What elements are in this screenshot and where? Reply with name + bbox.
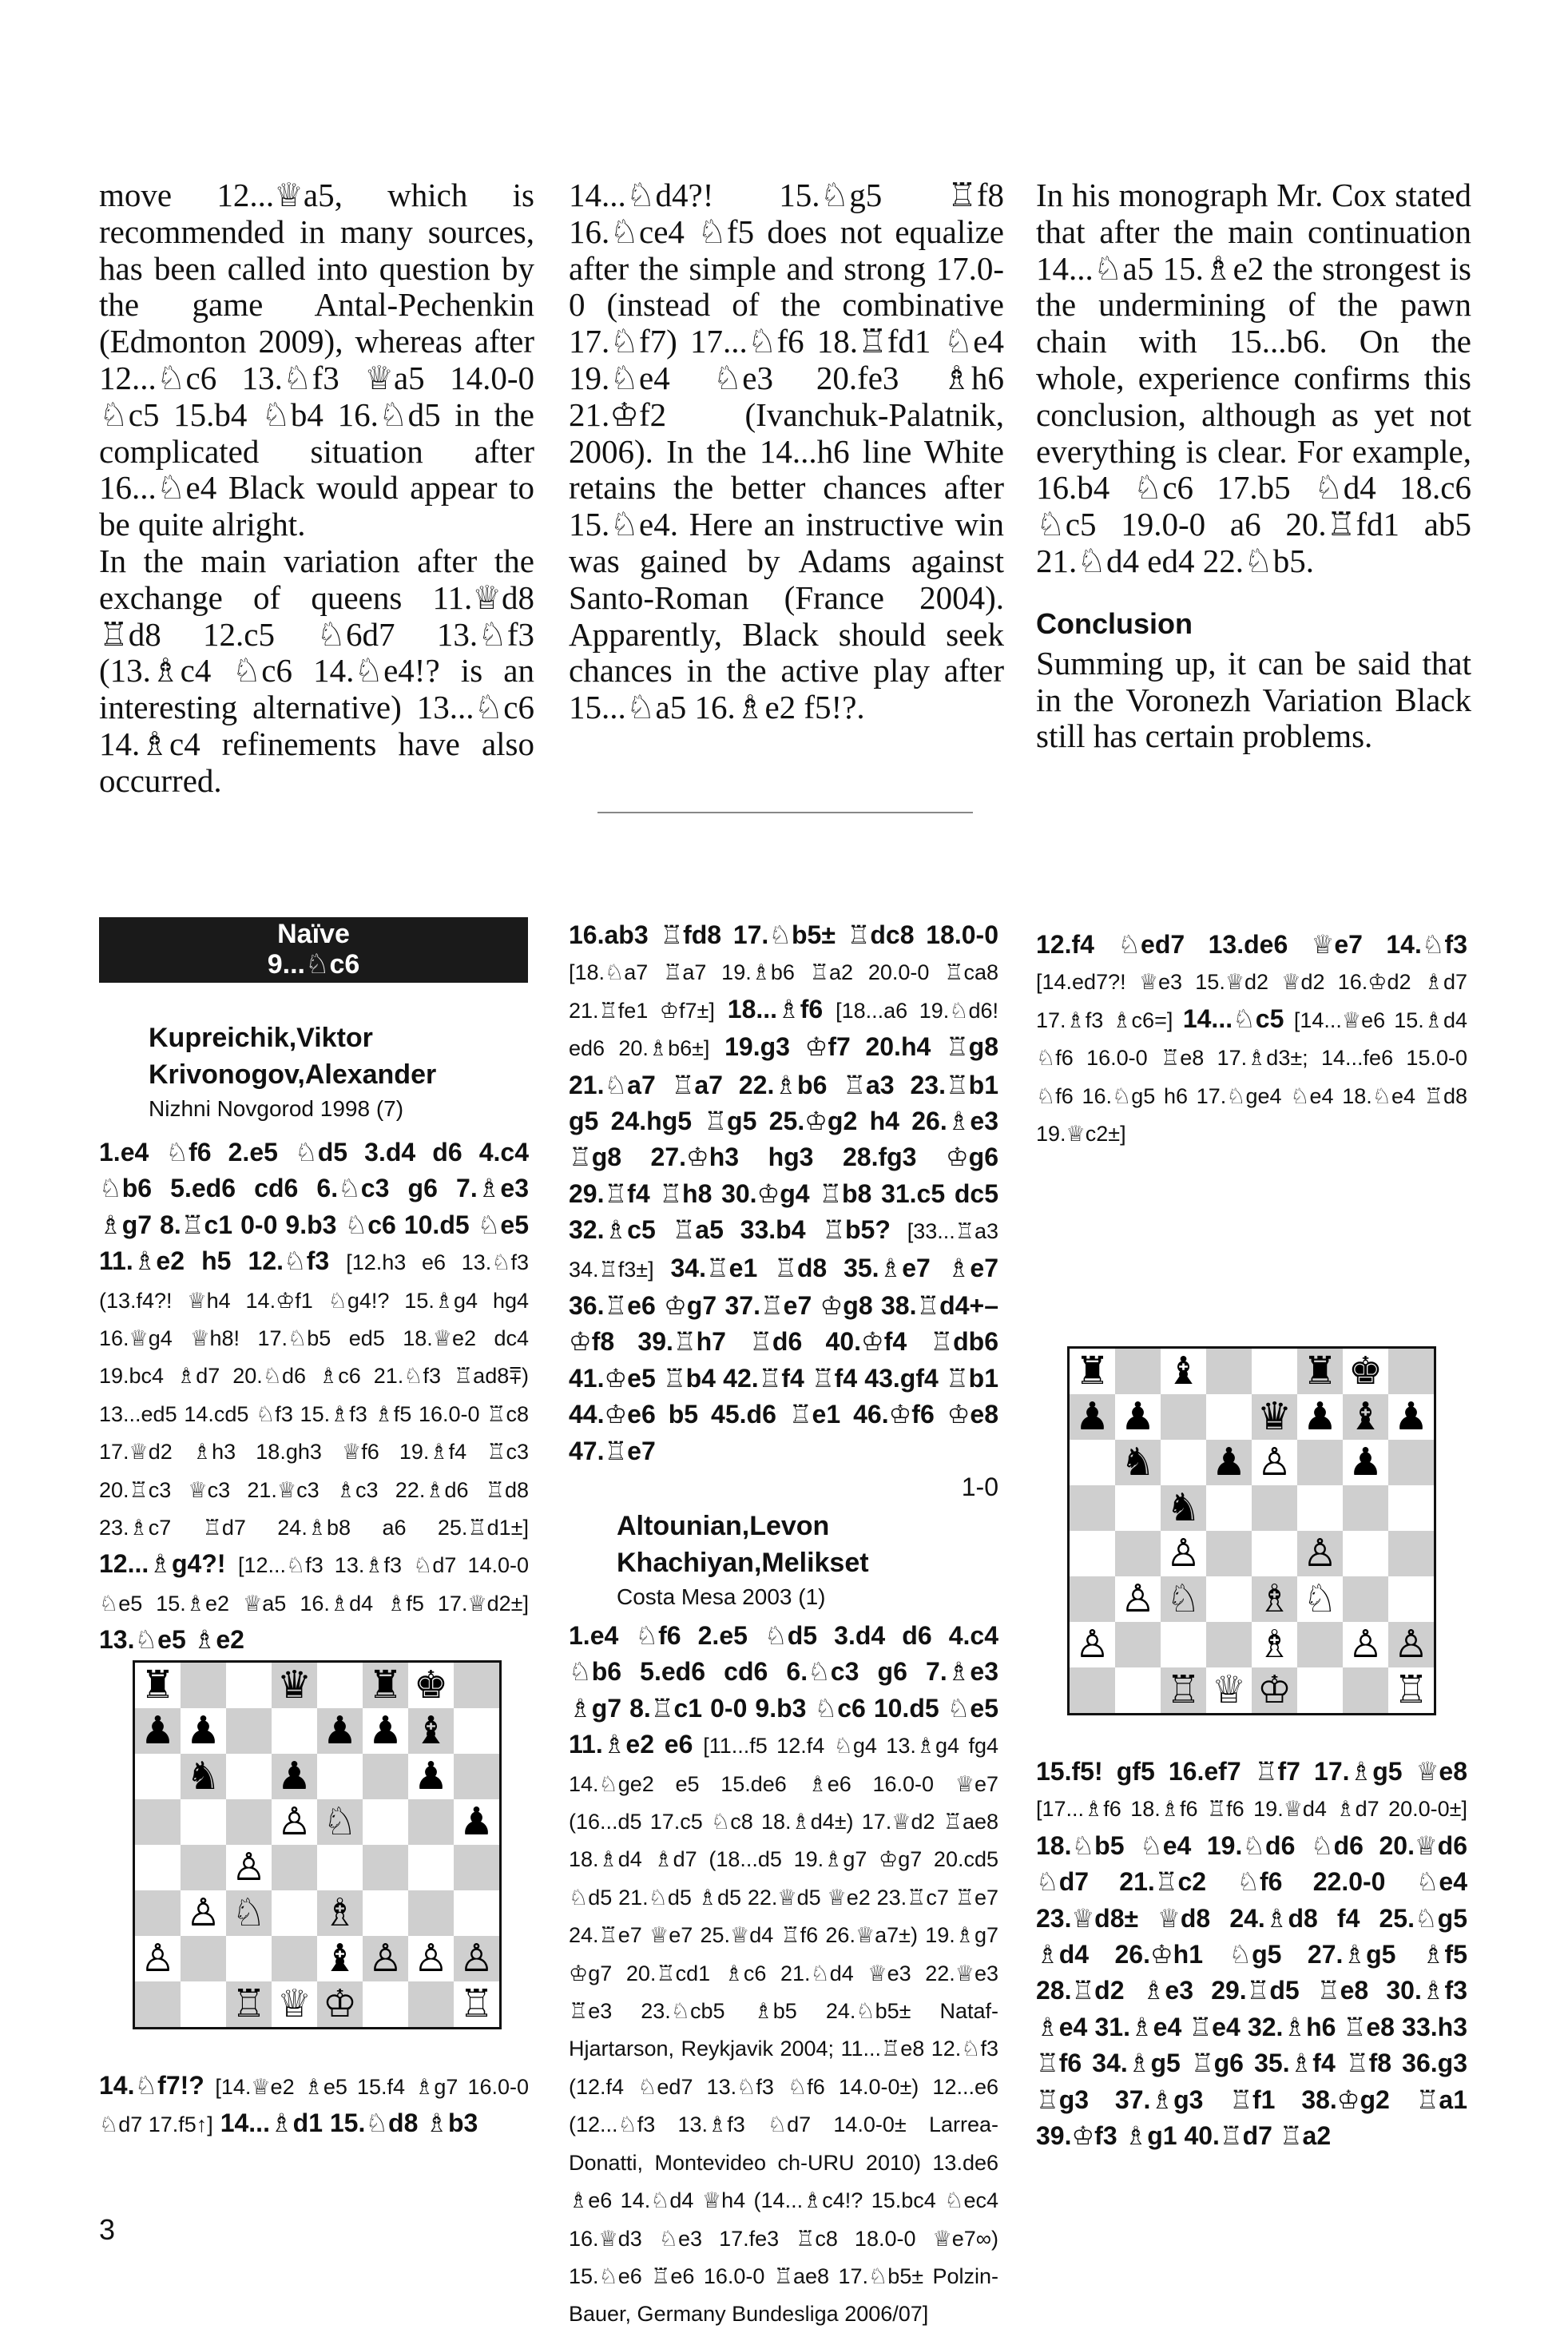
chess-piece-icon: ♟ (1393, 1394, 1429, 1439)
board-square (1388, 1531, 1434, 1576)
moves-paragraph (569, 1618, 998, 2333)
board-square (1070, 1667, 1115, 1713)
board-square (1161, 1622, 1206, 1667)
game-1-moves-a (99, 1135, 529, 1659)
chess-piece-icon: ♙ (140, 1936, 176, 1981)
chess-piece-icon: ♙ (1256, 1440, 1292, 1484)
chess-piece-icon: ♘ (1165, 1576, 1201, 1621)
board-square (226, 1936, 272, 1981)
game-2-moves-a (569, 1618, 998, 2333)
board-square (1297, 1485, 1343, 1531)
chess-piece-icon: ♙ (1348, 1622, 1383, 1667)
chess-piece-icon: ♙ (1074, 1622, 1110, 1667)
board-square (1343, 1576, 1388, 1622)
board-square (1115, 1667, 1161, 1713)
chess-piece-icon: ♛ (276, 1663, 312, 1707)
chess-piece-icon: ♟ (185, 1708, 221, 1753)
board-square (317, 1663, 363, 1708)
chess-piece-icon: ♖ (1165, 1667, 1201, 1712)
chess-piece-icon: ♟ (458, 1799, 494, 1844)
chess-piece-icon: ♜ (140, 1663, 176, 1707)
main-moves: 12...♗g4?! (99, 1549, 226, 1579)
game-1-moves-c (569, 917, 998, 1506)
paragraph: In the main variation after the exchange of queens 11.♕d8 ♖d8 12.c5 ♘6d7 13.♘f3 (13.♗c4 ♘c6 14.♘e4!? is an interesting alternative) 13...♘c6 14.♗c4 refinements have also occurred. (99, 542, 534, 799)
board-square (1070, 1440, 1115, 1485)
annotation: [12...♘f3 13.♗f3 ♘d7 14.0-0 ♘e5 15.♗e2 ♕a5 16.♗d4 ♗f5 17.♕d2±] (99, 1553, 529, 1616)
main-moves: 15.f5! gf5 16.ef7 ♖f7 17.♗g5 ♕e8 (1036, 1757, 1467, 1786)
board-square (181, 1799, 226, 1845)
board-square (1115, 1349, 1161, 1394)
chess-piece-icon: ♘ (1302, 1576, 1338, 1621)
main-moves: 14...♘c5 (1182, 1004, 1284, 1033)
black-player: Krivonogov,Alexander (149, 1059, 437, 1090)
board-square (1070, 1485, 1115, 1531)
chess-piece-icon: ♟ (1211, 1440, 1247, 1484)
board-square (135, 1981, 181, 2027)
conclusion-heading: Conclusion (1036, 606, 1193, 640)
board-square (1252, 1485, 1297, 1531)
chess-piece-icon: ♗ (1256, 1576, 1292, 1621)
main-moves: 1.e4 ♘f6 2.e5 ♘d5 3.d4 d6 4.c4 ♘b6 5.ed6 cd6 6.♘c3 g6 7.♗e3 ♗g7 8.♖c1 0-0 9.b3 ♘c6 10.d5 ♘e5 11.♗e2 e6 (569, 1621, 998, 1759)
chess-piece-icon: ♖ (458, 1981, 494, 2026)
chess-piece-icon: ♘ (231, 1890, 267, 1935)
board-square (1115, 1622, 1161, 1667)
chess-piece-icon: ♙ (1120, 1576, 1156, 1621)
board-square (454, 1663, 499, 1708)
moves-paragraph (1036, 1754, 1467, 2154)
chess-diagram-2 (1067, 1346, 1436, 1715)
section-title: Naïve (277, 919, 350, 949)
board-square (363, 1799, 408, 1845)
column-3-text (1036, 177, 1471, 755)
board-square (1206, 1531, 1252, 1576)
chess-piece-icon: ♜ (1074, 1349, 1110, 1393)
moves-paragraph (99, 1135, 529, 1659)
column-2-text (569, 177, 1004, 726)
chess-piece-icon: ♙ (231, 1845, 267, 1890)
annotation: [11...f5 12.f4 ♘g4 13.♗g4 fg4 14.♘ge2 e5 15.de6 ♗e6 16.0-0 ♕e7 (16...d5 17.c5 ♘c8 18.♗d4±) 17.♕d2 ♖ae8 18.♗d4 ♗d7 (18...d5 19.♗g7 ♔g7 20.cd5 ♘d5 21.♘d5 ♗d5 22.♕d5 ♕e2 23.♖c7 ♖e7 24.♖e7 ♕e7 25.♕d4 ♖f6 26.♕a7±) 19.♗g7 ♔g7 20.♖cd1 ♗c6 21.♘d4 ♕e3 22.♕e3 ♖e3 23.♘cb5 ♗b5 24.♘b5± Nataf-Hjartarson, Reykjavik 2004; 11...♖e8 12.♘f3 (12.f4 ♘ed7 13.♘f3 ♘f6 14.0-0±) 12...e6 (12...♘f3 13.♗f3 ♘d7 14.0-0± Larrea-Donatti, Montevideo ch-URU 2010) 13.de6 ♗e6 14.♘d4 ♕h4 (14...♗c4!? 15.bc4 ♘ec4 16.♕d3 ♘e3 17.fe3 ♖c8 18.0-0 ♕e7∞) 15.♘e6 ♖e6 16.0-0 ♖ae8 17.♘b5± Polzin-Bauer, Germany Bundesliga 2006/07] (569, 1734, 999, 2327)
board-square (135, 1799, 181, 1845)
board-square (317, 1754, 363, 1799)
main-moves: 16.ab3 ♖fd8 17.♘b5± ♖dc8 18.0-0 (569, 920, 998, 949)
board-square (363, 1845, 408, 1890)
chess-piece-icon: ♗ (1256, 1622, 1292, 1667)
chess-piece-icon: ♜ (1302, 1349, 1338, 1393)
page-number: 3 (99, 2213, 116, 2246)
board-square (272, 1936, 317, 1981)
main-moves: 19.g3 ♔f7 20.h4 ♖g8 21.♘a7 ♖a7 22.♗b6 ♖a3 23.♖b1 g5 24.hg5 ♖g5 25.♔g2 h4 26.♗e3 ♖g8 27.♔h3 hg3 28.fg3 ♔g6 29.♖f4 ♖h8 30.♔g4 ♖b8 31.c5 dc5 32.♗c5 ♖a5 33.b4 ♖b5? (569, 1032, 999, 1245)
board-square (1343, 1667, 1388, 1713)
paragraph: 14...♘d4?! 15.♘g5 ♖f8 16.♘ce4 ♘f5 does not equalize after the simple and strong 17.0-0 (instead of the combinative 17.♘f7) 17...♘f6 18.♖fd1 ♘e4 19.♘e4 ♘e3 20.fe3 ♗h6 21.♔f2 (Ivanchuk-Palatnik, 2006). In the 14...h6 line White retains the better chances after 15.♘e4. Here an instructive win was gained by Adams against Santo-Roman (France 2004). Apparently, Black should seek chances in the active play after 15...♘a5 16.♗e2 f5!?. (569, 177, 1004, 726)
board-square (272, 1708, 317, 1754)
paragraph: move 12...♕a5, which is recommended in many sources, has been called into question by the game Antal-Pechenkin (Edmonton 2009), whereas after 12...♘c6 13.♘f3 ♕a5 14.0-0 ♘c5 15.b4 ♘b4 16.♘d5 in the complicated situation after 16...♘e4 Black would appear to be quite alright. (99, 177, 534, 543)
annotation: [33...♖a3 34.♖f3±] (569, 1219, 999, 1282)
board-square (272, 1890, 317, 1936)
board-square (363, 1754, 408, 1799)
main-moves: 13.♘e5 ♗e2 (99, 1625, 244, 1655)
board-square (1297, 1667, 1343, 1713)
board-square (135, 1890, 181, 1936)
board-square (1070, 1531, 1115, 1576)
game-result: 1-0 (961, 1473, 998, 1502)
board-square (1115, 1531, 1161, 1576)
chess-piece-icon: ♙ (1393, 1622, 1429, 1667)
annotation: [12.h3 e6 13.♘f3 (13.f4?! ♕h4 14.♔f1 ♘g4!? 15.♗g4 hg4 16.♕g4 ♕h8! 17.♘b5 ed5 18.♕e2 dc4 19.bc4 ♗d7 20.♘d6 ♗c6 21.♘f3 ♖ad8⩱) 13...ed5 14.cd5 ♘f3 15.♗f3 ♗f5 16.0-0 ♖c8 17.♕d2 ♗h3 18.gh3 ♕f6 19.♗f4 ♖c3 20.♖c3 ♕c3 21.♕c3 ♗c3 22.♗d6 ♖d8 23.♗c7 ♖d7 24.♗b8 a6 25.♖d1±] (99, 1250, 530, 1540)
chess-piece-icon: ♖ (231, 1981, 267, 2026)
game-2-header (617, 1508, 869, 1613)
main-moves: 18...♗f6 (727, 994, 824, 1023)
section-banner (99, 917, 528, 983)
board-square (272, 1845, 317, 1890)
annotation: [14.ed7?! ♕e3 15.♕d2 ♕d2 16.♔d2 ♗d7 17.♗f3 ♗c6=] (1036, 970, 1467, 1032)
chess-piece-icon: ♝ (1348, 1394, 1383, 1439)
board-square (226, 1754, 272, 1799)
board-square (408, 1799, 454, 1845)
chess-piece-icon: ♔ (1256, 1667, 1292, 1712)
annotation: [14.♕e2 ♗e5 15.f4 ♗g7 16.0-0 ♘d7 17.f5↑] (99, 2075, 529, 2137)
game-1-moves-b (99, 2068, 529, 2144)
board-square (454, 1845, 499, 1890)
annotation: [18...a6 19.♘d6! ed6 20.♗b6±] (569, 998, 998, 1061)
chess-piece-icon: ♗ (322, 1890, 358, 1935)
board-square (1206, 1485, 1252, 1531)
board-square (135, 1754, 181, 1799)
main-moves: 18.♘b5 ♘e4 19.♘d6 ♘d6 20.♕d6 ♘d7 21.♖c2 ♘f6 22.0-0 ♘e4 23.♕d8± ♕d8 24.♗d8 f4 25.♘g5 ♗d4 26.♔h1 ♘g5 27.♗g5 ♗f5 28.♖d2 ♗e3 29.♖d5 ♖e8 30.♗f3 ♗e4 31.♗e4 ♖e4 32.♗h6 ♖e8 33.h3 ♖f6 34.♗g5 ♖g6 35.♗f4 ♖f8 36.g3 ♖g3 37.♗g3 ♖f1 38.♔g2 ♖a1 39.♔f3 ♗g1 40.♖d7 ♖a2 (1036, 1830, 1467, 2151)
board-square (317, 1845, 363, 1890)
chess-piece-icon: ♞ (185, 1754, 221, 1798)
chess-piece-icon: ♞ (1120, 1440, 1156, 1484)
chess-piece-icon: ♟ (1074, 1394, 1110, 1439)
game-2-moves-b (1036, 927, 1467, 1152)
main-moves: 14.♘f7!? (99, 2071, 204, 2100)
board-square (1206, 1394, 1252, 1440)
chess-piece-icon: ♟ (1302, 1394, 1338, 1439)
chess-piece-icon: ♜ (367, 1663, 403, 1707)
chess-piece-icon: ♝ (322, 1936, 358, 1981)
game-2-moves-c (1036, 1754, 1467, 2154)
chess-piece-icon: ♟ (1348, 1440, 1383, 1484)
event: Nizhni Novgorod 1998 (7) (149, 1096, 404, 1121)
chess-piece-icon: ♘ (322, 1799, 358, 1844)
chess-piece-icon: ♕ (1211, 1667, 1247, 1712)
section-divider (597, 812, 973, 813)
board-square (1206, 1622, 1252, 1667)
chess-piece-icon: ♚ (1348, 1349, 1383, 1393)
board-square (181, 1981, 226, 2027)
chess-diagram-1 (133, 1660, 502, 2029)
board-square (1343, 1531, 1388, 1576)
annotation: [18.♘a7 ♖a7 19.♗b6 ♖a2 20.0-0 ♖ca8 21.♖fe1 ♔f7±] (569, 960, 998, 1023)
chess-piece-icon: ♛ (1256, 1394, 1292, 1439)
chess-piece-icon: ♔ (322, 1981, 358, 2026)
board-square (363, 1890, 408, 1936)
board-square (181, 1845, 226, 1890)
chess-piece-icon: ♙ (276, 1799, 312, 1844)
board-square (226, 1708, 272, 1754)
board-square (1070, 1576, 1115, 1622)
chess-piece-icon: ♙ (1165, 1531, 1201, 1576)
board-square (181, 1936, 226, 1981)
board-square (363, 1981, 408, 2027)
white-player: Altounian,Levon (617, 1511, 830, 1541)
board-square (1161, 1394, 1206, 1440)
board-square (1388, 1440, 1434, 1485)
board-square (1388, 1576, 1434, 1622)
board-square (408, 1845, 454, 1890)
board-square (181, 1663, 226, 1708)
board-square (1297, 1440, 1343, 1485)
chess-piece-icon: ♟ (140, 1708, 176, 1753)
game-1-header (149, 1019, 436, 1125)
board-square (1252, 1349, 1297, 1394)
column-1-text (99, 177, 534, 800)
chess-piece-icon: ♙ (185, 1890, 221, 1935)
chess-piece-icon: ♞ (1165, 1485, 1201, 1530)
board-square (1252, 1531, 1297, 1576)
moves-paragraph (99, 2068, 529, 2144)
white-player: Kupreichik,Viktor (149, 1023, 373, 1053)
paragraph: Summing up, it can be said that in the Voronezh Variation Black still has certain problems. (1036, 644, 1471, 755)
main-moves: 12.f4 ♘ed7 13.de6 ♕e7 14.♘f3 (1036, 930, 1467, 959)
main-moves: 1.e4 ♘f6 2.e5 ♘d5 3.d4 d6 4.c4 ♘b6 5.ed6 cd6 6.♘c3 g6 7.♗e3 ♗g7 8.♖c1 0-0 9.b3 ♘c6 10.d5 ♘e5 11.♗e2 h5 12.♘f3 (99, 1138, 529, 1276)
chess-piece-icon: ♟ (413, 1754, 449, 1798)
board-square (454, 1708, 499, 1754)
chess-piece-icon: ♟ (322, 1708, 358, 1753)
chess-piece-icon: ♕ (276, 1981, 312, 2026)
paragraph: In his monograph Mr. Cox stated that after the main continuation 14...♘a5 15.♗e2 the strongest is the undermining of the pawn chain with 15...b6. On the whole, experience confirms this conclusion, although as yet not everything is clear. For example, 16.b4 ♘c6 17.b5 ♘d4 18.c6 ♘c5 19.0-0 a6 20.♖fd1 ab5 21.♘d4 ed4 22.♘b5. (1036, 177, 1471, 579)
chess-piece-icon: ♙ (367, 1936, 403, 1981)
board-square (1206, 1349, 1252, 1394)
chess-piece-icon: ♟ (367, 1708, 403, 1753)
board-square (1297, 1622, 1343, 1667)
board-square (408, 1981, 454, 2027)
board-square (408, 1890, 454, 1936)
board-square (454, 1890, 499, 1936)
annotation: [17...♗f6 18.♗f6 ♖f6 19.♕d4 ♗d7 20.0-0±] (1036, 1797, 1467, 1822)
black-player: Khachiyan,Melikset (617, 1548, 869, 1578)
chess-piece-icon: ♟ (1120, 1394, 1156, 1439)
chess-piece-icon: ♖ (1393, 1667, 1429, 1712)
chess-piece-icon: ♝ (1165, 1349, 1201, 1393)
moves-paragraph (1036, 927, 1467, 1152)
chess-piece-icon: ♚ (413, 1663, 449, 1707)
annotation: [14...♕e6 15.♗d4 ♘f6 16.0-0 ♖e8 17.♗d3±; 14...fe6 15.0-0 ♘f6 16.♘g5 h6 17.♘ge4 ♘e4 18.♘e4 ♖d8 19.♕c2±] (1036, 1008, 1467, 1147)
chess-piece-icon: ♙ (1302, 1531, 1338, 1576)
chess-piece-icon: ♝ (413, 1708, 449, 1753)
moves-paragraph (569, 917, 998, 1469)
board-square (454, 1754, 499, 1799)
board-square (1388, 1485, 1434, 1531)
chess-piece-icon: ♙ (413, 1936, 449, 1981)
chess-piece-icon: ♟ (276, 1754, 312, 1798)
main-moves: 14...♗d1 15.♘d8 ♗b3 (220, 2108, 478, 2138)
board-square (1161, 1440, 1206, 1485)
main-moves: 34.♖e1 ♖d8 35.♗e7 ♗e7 36.♖e6 ♔g7 37.♖e7 ♔g8 38.♖d4+– ♔f8 39.♖h7 ♖d6 40.♔f4 ♖db6 41.♔e5 ♖b4 42.♖f4 ♖f4 43.gf4 ♖b1 44.♔e6 b5 45.d6 ♖e1 46.♔f6 ♔e8 47.♖e7 (569, 1253, 999, 1465)
board-square (226, 1799, 272, 1845)
section-subtitle: 9...♘c6 (267, 949, 360, 980)
chess-piece-icon: ♙ (458, 1936, 494, 1981)
board-square (135, 1845, 181, 1890)
board-square (1115, 1485, 1161, 1531)
board-square (1343, 1485, 1388, 1531)
board-square (1206, 1576, 1252, 1622)
event: Costa Mesa 2003 (1) (617, 1584, 826, 1609)
board-square (226, 1663, 272, 1708)
board-square (1388, 1349, 1434, 1394)
